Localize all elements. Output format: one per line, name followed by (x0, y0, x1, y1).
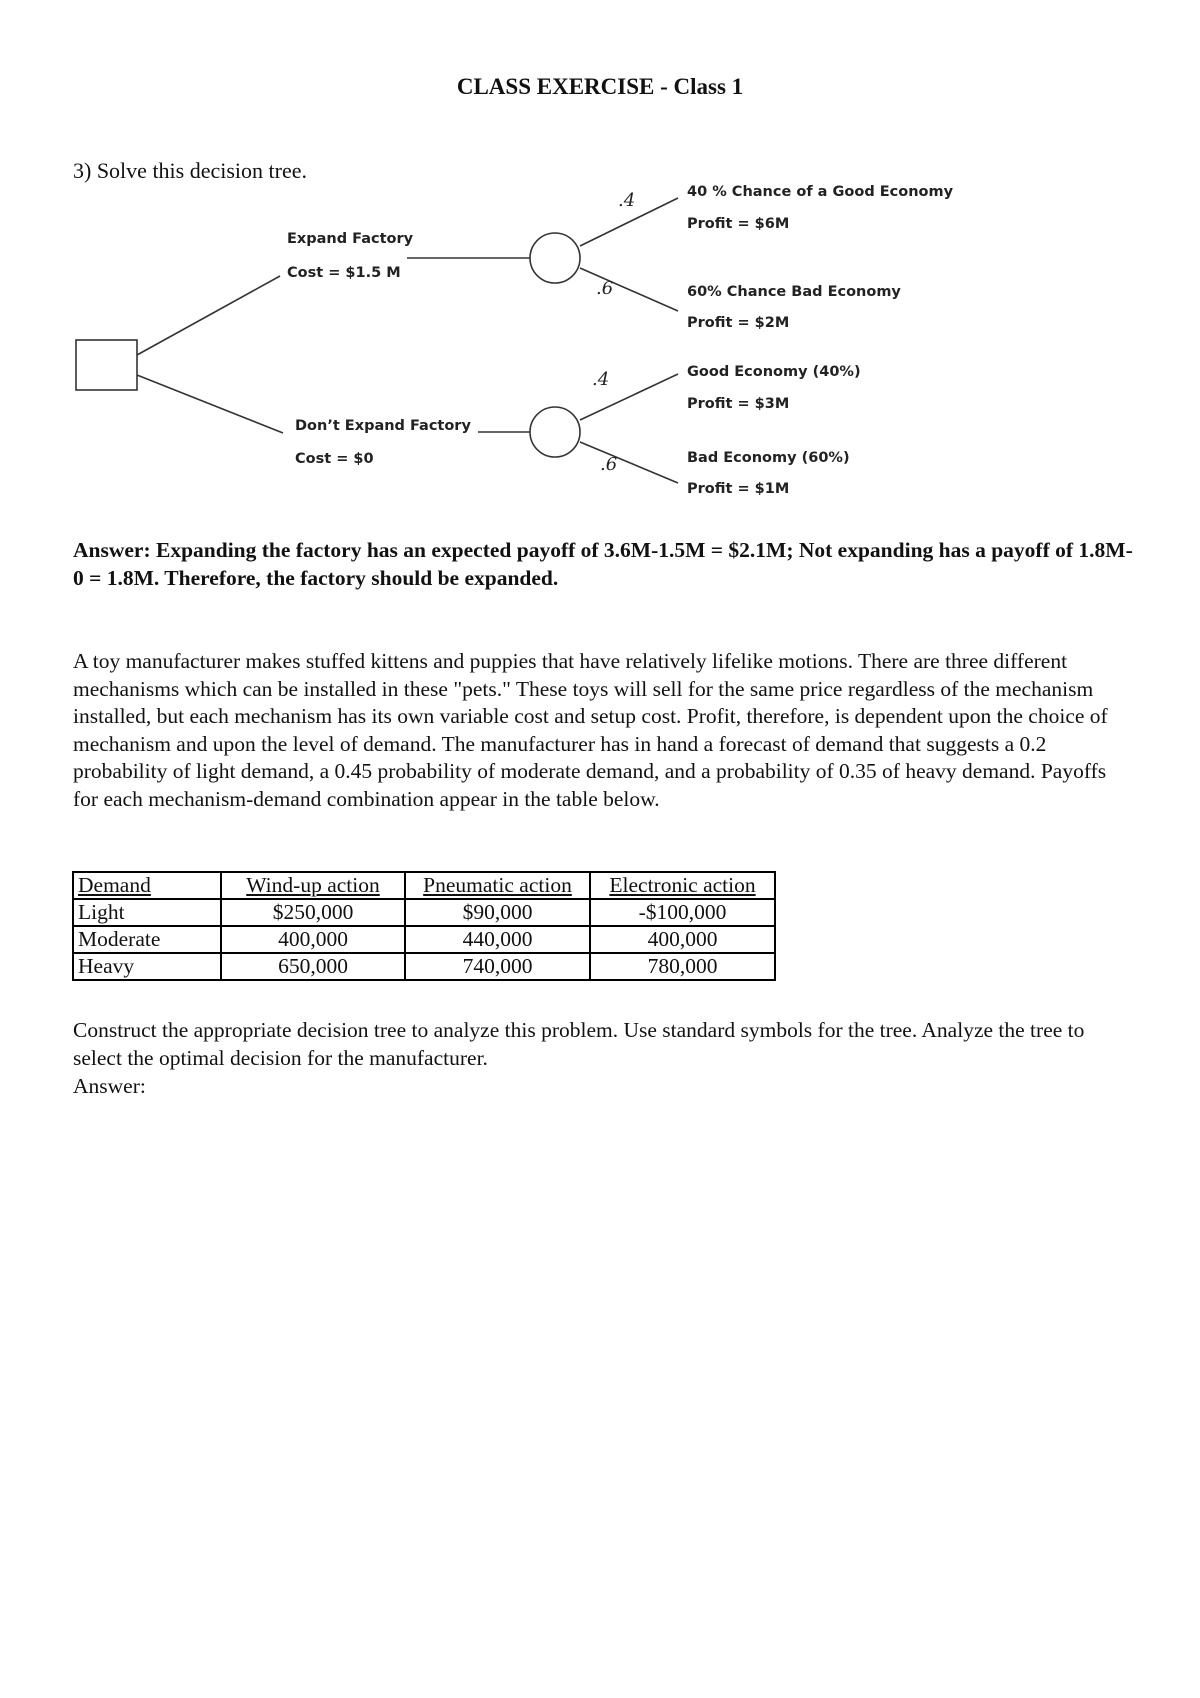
dont-expand-label: Don’t Expand Factory (295, 418, 471, 434)
chance-node-expand (530, 233, 580, 283)
table-cell: $90,000 (405, 899, 590, 926)
header-cell: Pneumatic action (405, 872, 590, 899)
table-row (73, 899, 775, 926)
table-cell: 740,000 (405, 953, 590, 980)
outcome-expand-good-profit: Profit = $6M (687, 216, 790, 232)
table-cell: 400,000 (590, 926, 775, 953)
table-row (73, 953, 775, 980)
table-cell: 650,000 (221, 953, 405, 980)
outcome-expand-bad-profit: Profit = $2M (687, 315, 790, 331)
header-cell: Wind-up action (221, 872, 405, 899)
table-cell: Light (73, 899, 221, 926)
payoff-table (72, 871, 776, 981)
outcome-expand-bad-label: 60% Chance Bad Economy (687, 284, 901, 300)
instruction-paragraph: Construct the appropriate decision tree to analyze this problem. Use standard symbols for the tree. Analyze the tree to select the optimal decision for the manufacturer. (73, 1018, 1085, 1070)
table-cell: -$100,000 (590, 899, 775, 926)
table-cell: 400,000 (221, 926, 405, 953)
header-cell: Electronic action (590, 872, 775, 899)
page-title: CLASS EXERCISE - Class 1 (456, 74, 744, 99)
table-cell: $250,000 (221, 899, 405, 926)
question-heading: 3) Solve this decision tree. (73, 158, 308, 183)
prob-expand-bad: .6 (596, 278, 614, 299)
expand-label: Expand Factory (287, 231, 414, 247)
answer-label: Answer: (73, 1074, 146, 1098)
table-cell: Moderate (73, 926, 221, 953)
branch-dont-bad (580, 442, 678, 483)
prob-dont-good: .4 (592, 369, 610, 390)
outcome-dont-good-label: Good Economy (40%) (687, 364, 861, 380)
table-cell: 440,000 (405, 926, 590, 953)
decision-node (76, 340, 137, 390)
prob-dont-bad: .6 (600, 454, 618, 475)
prob-expand-good: .4 (618, 190, 636, 211)
problem-paragraph: A toy manufacturer makes stuffed kittens and puppies that have relatively lifelike motions. There are three different mechanisms which can be installed in these "pets." These toys will sell for the same price regardless of the mechanism installed, but each mechanism has its own variable cost and setup cost. Profit, therefore, is dependent upon the choice of mechanism and upon the level of demand. The manufacturer has in hand a forecast of demand that suggests a 0.2 probability of light demand, a 0.45 probability of moderate demand, and a probability of 0.35 of heavy demand. Payoffs for each mechanism-demand combination appear in the table below. (73, 649, 1108, 811)
table-header-row (73, 872, 775, 899)
table-row (73, 926, 775, 953)
chance-node-dont-expand (530, 407, 580, 457)
answer-paragraph: Answer: Expanding the factory has an expected payoff of 3.6M-1.5M = $2.1M; Not expanding has a payoff of 1.8M-0 = 1.8M. Therefore, the factory should be expanded. (73, 538, 1133, 590)
branch-expand (137, 276, 280, 355)
table-cell: 780,000 (590, 953, 775, 980)
outcome-expand-good-label: 40 % Chance of a Good Economy (687, 184, 954, 200)
expand-cost: Cost = $1.5 M (287, 265, 401, 281)
header-cell: Demand (73, 872, 221, 899)
table-cell: Heavy (73, 953, 221, 980)
outcome-dont-bad-label: Bad Economy (60%) (687, 450, 850, 466)
dont-expand-cost: Cost = $0 (295, 451, 374, 467)
decision-tree-diagram (0, 180, 1200, 510)
outcome-dont-good-profit: Profit = $3M (687, 396, 790, 412)
branch-dont-expand (137, 375, 283, 433)
branch-expand-bad (580, 268, 678, 311)
outcome-dont-bad-profit: Profit = $1M (687, 481, 790, 497)
